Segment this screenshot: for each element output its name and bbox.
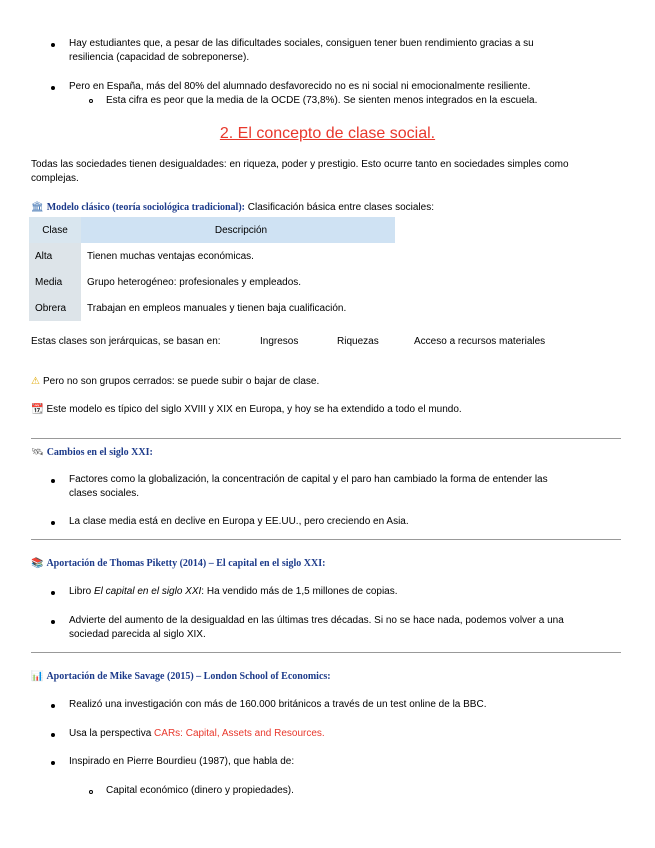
bar-chart-icon: 📊 — [31, 671, 44, 682]
modelo-heading: Modelo clásico (teoría sociológica tradicional): — [46, 202, 245, 213]
table-cell-clase: Alta — [29, 243, 81, 269]
classical-building-icon: 🏛 — [31, 202, 44, 213]
intro-paragraph — [31, 158, 569, 186]
sub-bullet-circle — [89, 99, 93, 103]
jerarquicas-item: Riquezas — [337, 336, 379, 347]
note-warning-text: Pero no son grupos cerrados: se puede subir o bajar de clase. — [42, 376, 320, 387]
savage-bullet-2-pre: Usa la perspectiva — [69, 728, 155, 739]
table-header-cell: Clase — [29, 217, 81, 243]
bullet-dot — [51, 620, 55, 624]
paragraph-line-2: complejas. — [31, 173, 79, 184]
intro-bullet-1-cont: resiliencia (capacidad de sobreponerse). — [69, 52, 250, 63]
piketty-heading-line — [31, 557, 325, 571]
table-header-cell: Descripción — [81, 217, 395, 243]
piketty-bullet-2-cont: sociedad parecida al siglo XIX. — [69, 629, 206, 640]
cars-highlight: CARs: Capital, Assets and Resources. — [154, 728, 325, 739]
jerarquicas-item: Ingresos — [260, 336, 299, 347]
modelo-line — [31, 201, 434, 215]
table-row — [29, 269, 395, 295]
divider — [31, 652, 621, 653]
clases-table — [29, 217, 395, 321]
savage-heading: Aportación de Mike Savage (2015) – London School of Economics: — [46, 671, 331, 682]
cambios-bullet-2: La clase media está en declive en Europa y EE.UU., pero creciendo en Asia. — [69, 516, 409, 527]
cambios-heading: Cambios en el siglo XXI: — [46, 447, 153, 458]
satellite-icon: 🛰 — [31, 447, 44, 458]
table-cell-desc: Trabajan en empleos manuales y tienen baja cualificación. — [87, 302, 347, 314]
divider — [31, 539, 621, 540]
savage-bullet-3: Inspirado en Pierre Bourdieu (1987), que habla de: — [69, 756, 295, 767]
piketty-bullet-1-post: : Ha vendido más de 1,5 millones de copias. — [201, 586, 398, 597]
piketty-bullet-1-pre: Libro — [69, 586, 95, 597]
jerarquicas-text: Estas clases son jerárquicas, se basan en: — [31, 336, 221, 347]
piketty-bullet-2-text: Advierte del aumento de la desigualdad en las últimas tres décadas. Si no se hace nada, podemos volver a una — [69, 615, 564, 626]
intro-bullet-1 — [69, 37, 534, 65]
table-cell-desc: Tienen muchas ventajas económicas. — [87, 250, 254, 262]
warning-icon: ⚠ — [31, 376, 40, 387]
sub-bullet-circle — [89, 790, 93, 794]
savage-bullet-1: Realizó una investigación con más de 160.000 británicos a través de un test online de la BBC. — [69, 699, 487, 710]
bullet-dot — [51, 761, 55, 765]
piketty-book-title: El capital en el siglo XXI — [94, 586, 202, 597]
note-warning — [31, 375, 319, 389]
bullet-dot — [51, 479, 55, 483]
piketty-heading: Aportación de Thomas Piketty (2014) – El capital en el siglo XXI: — [46, 558, 326, 569]
note-calendar-text: Este modelo es típico del siglo XVIII y XIX en Europa, y hoy se ha extendido a todo el mundo. — [46, 404, 462, 415]
jerarquicas-item: Acceso a recursos materiales — [414, 336, 546, 347]
intro-sub-bullet: Esta cifra es peor que la media de la OCDE (73,8%). Se sienten menos integrados en la escuela. — [106, 95, 538, 106]
bullet-dot — [51, 43, 55, 47]
bullet-dot — [51, 86, 55, 90]
divider — [31, 438, 621, 439]
savage-sub-bullet: Capital económico (dinero y propiedades). — [106, 785, 294, 796]
modelo-text: Clasificación básica entre clases sociales: — [245, 202, 434, 213]
bullet-dot — [51, 591, 55, 595]
table-row — [29, 295, 395, 321]
note-calendar — [31, 403, 462, 417]
savage-heading-line — [31, 670, 331, 684]
table-cell-desc: Grupo heterogéneo: profesionales y empleados. — [87, 276, 302, 288]
table-header-row — [29, 217, 395, 243]
cambios-bullet-1-text: Factores como la globalización, la concentración de capital y el paro han cambiado la forma de entender las — [69, 474, 548, 485]
cambios-bullet-1 — [69, 473, 548, 501]
table-row — [29, 243, 395, 269]
table-cell-clase: Obrera — [29, 295, 81, 321]
cambios-bullet-1-cont: clases sociales. — [69, 488, 140, 499]
books-icon: 📚 — [31, 558, 44, 569]
section-title: 2. El concepto de clase social. — [219, 125, 436, 142]
intro-bullet-2: Pero en España, más del 80% del alumnado desfavorecido no es ni social ni emocionalmente resiliente. — [69, 81, 531, 92]
cambios-heading-line — [31, 446, 153, 460]
bullet-dot — [51, 704, 55, 708]
paragraph-line-1: Todas las sociedades tienen desigualdades: en riqueza, poder y prestigio. Esto ocurre tanto en sociedades simples como — [31, 159, 569, 170]
intro-bullet-1-text: Hay estudiantes que, a pesar de las dificultades sociales, consiguen tener buen rendimiento gracias a su — [69, 38, 534, 49]
bullet-dot — [51, 521, 55, 525]
calendar-icon: 📆 — [31, 404, 44, 415]
piketty-bullet-1 — [69, 585, 398, 599]
table-cell-clase: Media — [29, 269, 81, 295]
bullet-dot — [51, 733, 55, 737]
savage-bullet-2 — [69, 727, 325, 741]
piketty-bullet-2 — [69, 614, 564, 642]
